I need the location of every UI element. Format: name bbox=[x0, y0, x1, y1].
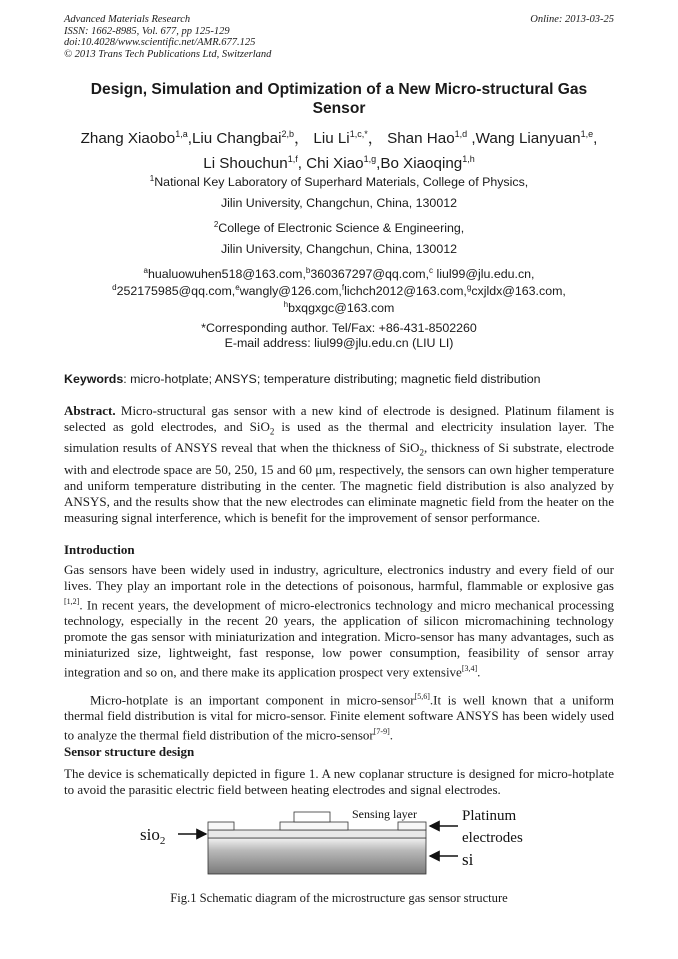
title-line-2: Sensor bbox=[312, 100, 366, 117]
issn-line: ISSN: 1662-8985, Vol. 677, pp 125-129 bbox=[64, 25, 230, 37]
email-mark: a bbox=[143, 266, 148, 275]
author-name: , Chi Xiao bbox=[297, 155, 364, 173]
sio2-layer bbox=[208, 830, 426, 838]
sensor-structure-diagram bbox=[140, 804, 540, 884]
email: hualuowuhen518@163.com, bbox=[147, 267, 306, 282]
affil-text: College of Electronic Science & Engineering, bbox=[218, 221, 465, 236]
copyright-line: © 2013 Trans Tech Publications Ltd, Switzerland bbox=[64, 48, 272, 60]
abstract-text: is used as the thermal and electricity insulation layer. The simulation results of ANSYS reveal that when the thickness of SiO bbox=[64, 418, 614, 456]
email: wangly@126.com, bbox=[239, 284, 342, 299]
affiliation-1-line-2: Jilin University, Changchun, China, 130012 bbox=[220, 196, 457, 210]
abstract-text: , thickness of Si substrate, electrode with and electrode space are 50, 250, 15 and 60 μm, respectively, the sensors can own higher temperature and uniform temperature distributing in the center. The magnetic field distribution is also analyzed by ANSYS, and the results show that the new electrodes can eliminate magnetic field from the heater on the measuring signal interference, which is benefit for the improvement of sensor performance. bbox=[64, 440, 614, 525]
affiliation-2-line-2: Jilin University, Changchun, China, 130012 bbox=[220, 242, 457, 256]
body-text: . In recent years, the development of micro-electronics technology and micro mechanical processing technology, especially in the recent 20 years, the application of silicon micromachining technology promote the gas sensor with miniaturization and integration. Micro-sensor has many advantages, such as miniaturized size, lightweight, fast response, low power consumption, feasibility of sensor array integration and so on, and there make its application prospect very extensive bbox=[64, 597, 614, 680]
author-affil-mark: 1,c,* bbox=[349, 129, 368, 139]
figure-1-caption: Fig.1 Schematic diagram of the microstructure gas sensor structure bbox=[170, 891, 508, 905]
journal-header bbox=[64, 14, 271, 60]
email: lichch2012@163.com, bbox=[344, 284, 467, 299]
email: cxjldx@163.com, bbox=[471, 284, 566, 299]
author-list bbox=[40, 124, 638, 174]
abstract-text: Micro-structural gas sensor with a new kind of electrode is designed. Platinum filament is selected as gold electrodes, and SiO bbox=[64, 403, 614, 434]
citation: [7-9] bbox=[373, 727, 390, 737]
author-name: ,Bo Xiaoqing bbox=[376, 155, 463, 173]
intro-heading: Introduction bbox=[64, 542, 135, 557]
figure-1 bbox=[140, 804, 540, 884]
online-date: Online: 2013-03-25 bbox=[530, 14, 614, 25]
author-name: Li Shouchun bbox=[203, 155, 288, 173]
author-affil-mark: 1,h bbox=[462, 154, 475, 165]
sensing-layer bbox=[294, 812, 330, 822]
author-affil-mark: 2,b bbox=[281, 129, 294, 139]
doi-line: doi:10.4028/www.scientific.net/AMR.677.125 bbox=[64, 37, 256, 49]
affil-mark: 2 bbox=[213, 220, 219, 229]
sensing-layer-label: Sensing layer bbox=[352, 807, 417, 821]
sio2-label bbox=[140, 825, 165, 847]
sio2-label-main: sio bbox=[140, 825, 160, 844]
platinum-label: Platinum bbox=[462, 808, 517, 824]
abstract-label: Abstract. bbox=[64, 403, 116, 418]
citation: [3,4] bbox=[461, 663, 478, 673]
author-affil-mark: 1,f bbox=[287, 154, 298, 165]
platinum-electrode bbox=[208, 822, 234, 830]
affil-text: National Key Laboratory of Superhard Materials, College of Physics, bbox=[154, 175, 529, 190]
subscript: 2 bbox=[419, 448, 424, 458]
email-line-2 bbox=[40, 281, 638, 298]
email-line-3 bbox=[40, 298, 638, 315]
affiliation-1-line-1 bbox=[40, 172, 638, 189]
email-mark: g bbox=[466, 283, 472, 292]
author-name: Zhang Xiaobo bbox=[80, 130, 176, 148]
email: liul99@jlu.edu.cn, bbox=[433, 267, 535, 282]
author-separator: , bbox=[593, 130, 598, 148]
intro-paragraph-1 bbox=[64, 562, 614, 680]
keywords bbox=[64, 372, 624, 386]
keywords-text: : micro-hotplate; ANSYS; temperature distributing; magnetic field distribution bbox=[123, 372, 541, 386]
citation: [1,2] bbox=[64, 596, 80, 606]
platinum-electrode bbox=[398, 822, 426, 830]
body-text: Micro-hotplate is an important component in micro-sensor bbox=[90, 692, 415, 708]
design-paragraph: The device is schematically depicted in figure 1. A new coplanar structure is designed for micro-hotplate to avoid the parasitic electric field between heating electrodes and signal electrodes. bbox=[64, 766, 614, 797]
electrodes-label: electrodes bbox=[462, 830, 523, 846]
si-substrate bbox=[208, 838, 426, 874]
citation: [5,6] bbox=[414, 692, 430, 701]
email-mark: d bbox=[112, 283, 117, 292]
subscript: 2 bbox=[269, 426, 275, 437]
corresponding-author: *Corresponding author. Tel/Fax: +86-431-8502260 bbox=[201, 321, 477, 335]
platinum-electrode bbox=[280, 822, 348, 830]
abstract bbox=[64, 403, 614, 526]
body-text: . bbox=[389, 727, 393, 743]
journal-name: Advanced Materials Research bbox=[64, 14, 191, 25]
body-text: .It is well known that a uniform thermal field distribution is vital for micro-sensor. Finite element software ANSYS has been widely used to analyze the thermal field distribution of the micro-sensor bbox=[64, 692, 614, 743]
author-affil-mark: 1,g bbox=[363, 154, 377, 165]
email: 252175985@qq.com, bbox=[116, 284, 236, 299]
email: bxqgxgc@163.com bbox=[288, 301, 395, 316]
author-name: ， Liu Li bbox=[293, 130, 350, 148]
author-affil-mark: 1,a bbox=[175, 129, 188, 139]
body-text: . bbox=[477, 664, 481, 680]
email-mark: c bbox=[429, 266, 434, 275]
corresponding-email: E-mail address: liul99@jlu.edu.cn (LIU LI) bbox=[224, 336, 454, 350]
email-mark: f bbox=[341, 283, 345, 292]
author-affil-mark: 1,d bbox=[454, 129, 468, 139]
author-name: ,Wang Lianyuan bbox=[467, 130, 581, 148]
email: 360367297@qq.com, bbox=[310, 267, 430, 282]
si-label: si bbox=[462, 850, 474, 869]
design-heading: Sensor structure design bbox=[64, 744, 195, 759]
keywords-label: Keywords bbox=[64, 372, 124, 386]
author-name: ,Liu Changbai bbox=[187, 130, 282, 148]
author-line-2 bbox=[40, 149, 638, 174]
affil-mark: 1 bbox=[149, 174, 155, 183]
email-mark: b bbox=[305, 266, 311, 275]
author-line-1 bbox=[40, 124, 638, 149]
title-line-1: Design, Simulation and Optimization of a New Micro-structural Gas bbox=[90, 81, 588, 98]
paper-title bbox=[64, 80, 614, 118]
author-name: ， Shan Hao bbox=[367, 130, 455, 148]
email-line-1 bbox=[40, 264, 638, 281]
email-mark: e bbox=[235, 283, 240, 292]
intro-paragraph-2 bbox=[64, 689, 614, 743]
email-mark: h bbox=[283, 300, 289, 309]
sio2-label-sub: 2 bbox=[159, 835, 166, 847]
affiliation-2-line-1 bbox=[40, 218, 638, 235]
body-text: Gas sensors have been widely used in industry, agriculture, electronics industry and every field of our lives. They play an important role in the detections of poisonous, harmful, flammable or explosive gas bbox=[64, 562, 614, 593]
author-affil-mark: 1,e bbox=[580, 129, 594, 139]
